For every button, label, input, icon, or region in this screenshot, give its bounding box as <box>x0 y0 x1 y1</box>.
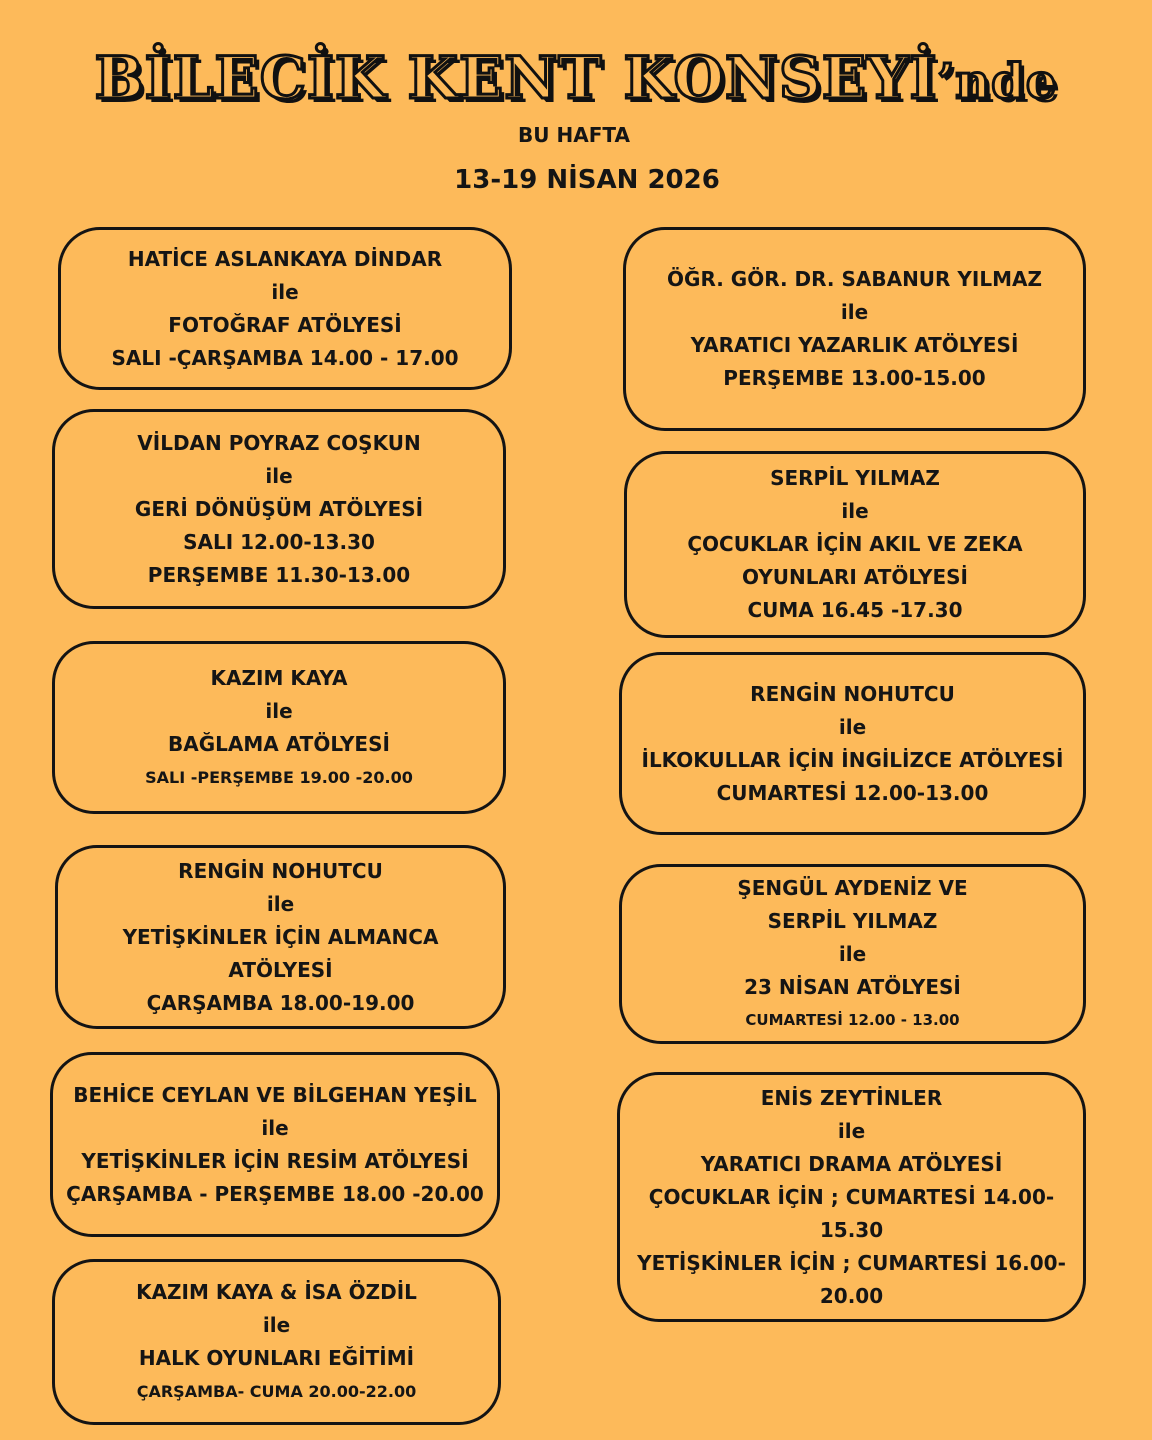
workshop-title: ÇOCUKLAR İÇİN AKIL VE ZEKA <box>687 532 1023 556</box>
instructor-name: ŞENGÜL AYDENİZ VE <box>737 875 968 900</box>
instructor-name-2: SERPİL YILMAZ <box>767 908 938 933</box>
schedule-text: PERŞEMBE 13.00-15.00 <box>723 366 986 390</box>
subtitle: BU HAFTA <box>518 123 630 147</box>
connector-text: ile <box>265 698 293 723</box>
schedule-text: CUMARTESİ 12.00-13.00 <box>716 780 989 805</box>
workshop-title: İLKOKULLAR İÇİN İNGİLİZCE ATÖLYESİ <box>641 747 1064 772</box>
workshop-card-yaratici-yazarlik <box>623 227 1086 431</box>
workshop-card-almanca <box>55 845 506 1029</box>
schedule-text: SALI 12.00-13.30 <box>183 529 375 554</box>
title-suffix: ’nde <box>937 54 1058 110</box>
workshop-title: YARATICI YAZARLIK ATÖLYESİ <box>690 333 1019 357</box>
instructor-name: RENGİN NOHUTCU <box>750 681 955 706</box>
workshop-card-halk-oyunlari <box>52 1259 501 1425</box>
workshop-title: YETİŞKİNLER İÇİN ALMANCA <box>122 924 439 949</box>
workshop-title: BAĞLAMA ATÖLYESİ <box>168 731 390 756</box>
workshop-card-akil-zeka <box>624 451 1086 638</box>
schedule-text: ÇARŞAMBA 18.00-19.00 <box>146 990 415 1015</box>
connector-text: ile <box>271 279 299 304</box>
instructor-name: HATİCE ASLANKAYA DİNDAR <box>127 246 443 271</box>
connector-text: ile <box>837 1118 866 1143</box>
connector-text: ile <box>840 300 869 324</box>
schedule-text: ÇARŞAMBA - PERŞEMBE 18.00 -20.00 <box>66 1181 484 1206</box>
schedule-text-2-continued: 20.00 <box>819 1283 884 1308</box>
workshop-title: YETİŞKİNLER İÇİN RESİM ATÖLYESİ <box>81 1148 469 1173</box>
workshop-title-2: OYUNLARI ATÖLYESİ <box>742 565 968 589</box>
instructor-name: ÖĞR. GÖR. DR. SABANUR YILMAZ <box>667 267 1042 291</box>
connector-text: ile <box>838 714 867 739</box>
connector-text: ile <box>265 463 293 488</box>
instructor-name: SERPİL YILMAZ <box>770 466 940 490</box>
date-range: 13-19 NİSAN 2026 <box>454 165 720 195</box>
instructor-name: VİLDAN POYRAZ COŞKUN <box>137 430 421 455</box>
workshop-title: GERİ DÖNÜŞÜM ATÖLYESİ <box>134 496 424 521</box>
schedule-text-2: PERŞEMBE 11.30-13.00 <box>147 562 411 587</box>
title-main: BİLECİK KENT KONSEYİ <box>94 44 938 112</box>
schedule-text: ÇARŞAMBA- CUMA 20.00-22.00 <box>136 1382 417 1401</box>
connector-text: ile <box>262 1313 291 1337</box>
workshop-card-23-nisan <box>619 864 1086 1044</box>
workshop-card-geri-donusum <box>52 409 506 609</box>
instructor-name: RENGİN NOHUTCU <box>178 858 383 883</box>
connector-text: ile <box>266 891 295 916</box>
workshop-title: YARATICI DRAMA ATÖLYESİ <box>700 1151 1003 1176</box>
workshop-card-ingilizce <box>619 652 1086 835</box>
workshop-card-baglama <box>52 641 506 814</box>
workshop-title-2: ATÖLYESİ <box>228 957 333 982</box>
instructor-name: ENİS ZEYTİNLER <box>760 1085 943 1110</box>
schedule-text-2: YETİŞKİNLER İÇİN ; CUMARTESİ 16.00- <box>637 1250 1066 1275</box>
instructor-name: KAZIM KAYA & İSA ÖZDİL <box>136 1280 417 1304</box>
workshop-title: HALK OYUNLARI EĞİTİMİ <box>138 1346 415 1370</box>
schedule-text: SALI -ÇARŞAMBA 14.00 - 17.00 <box>111 345 459 370</box>
connector-text: ile <box>261 1115 289 1140</box>
workshop-title: 23 NİSAN ATÖLYESİ <box>744 974 961 999</box>
schedule-text: ÇOCUKLAR İÇİN ; CUMARTESİ 14.00- <box>648 1184 1055 1209</box>
workshop-card-fotograf <box>58 227 512 390</box>
schedule-text: CUMA 16.45 -17.30 <box>747 598 963 622</box>
workshop-card-drama <box>617 1072 1086 1322</box>
instructor-name: KAZIM KAYA <box>210 665 348 690</box>
schedule-text-continued: 15.30 <box>819 1217 884 1242</box>
schedule-text: CUMARTESİ 12.00 - 13.00 <box>745 1010 960 1029</box>
connector-text: ile <box>841 499 869 523</box>
page-title <box>0 38 1152 122</box>
instructor-name: BEHİCE CEYLAN VE BİLGEHAN YEŞİL <box>73 1082 477 1107</box>
schedule-text: SALI -PERŞEMBE 19.00 -20.00 <box>145 767 413 787</box>
workshop-card-resim <box>50 1052 500 1237</box>
workshop-title: FOTOĞRAF ATÖLYESİ <box>168 312 402 337</box>
connector-text: ile <box>838 941 867 966</box>
